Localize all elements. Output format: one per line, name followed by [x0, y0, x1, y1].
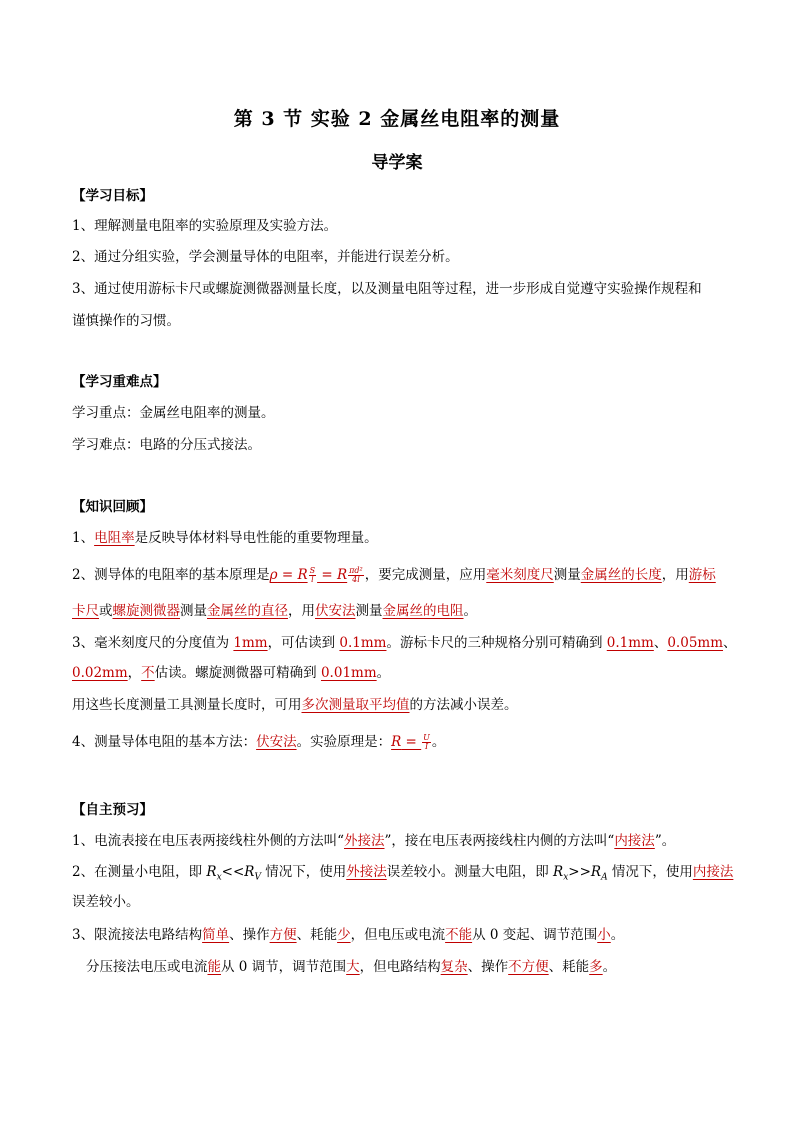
text: ”。 [654, 833, 676, 849]
fraction-denominator: I [424, 742, 429, 751]
formula-resistivity [270, 567, 365, 583]
preview-line-1 [72, 831, 732, 851]
answer-blank: 简单 [202, 927, 230, 943]
answer-blank: 多 [589, 959, 603, 975]
text: 测量 [355, 603, 383, 619]
goal-item-3-cont: 谨慎操作的习惯。 [72, 313, 180, 329]
text: << [221, 864, 245, 880]
answer-blank: 0.05mm [667, 635, 724, 651]
answer-blank: 不 [141, 665, 155, 681]
section-heading-keypoints: 【学习重难点】 [72, 374, 167, 390]
text: ， [127, 665, 142, 681]
text: ，用 [288, 603, 315, 619]
text: 。 [463, 603, 477, 619]
key-focus: 学习重点：金属丝电阻率的测量。 [72, 405, 275, 421]
symbol-letter: R [553, 864, 564, 880]
text: 1、电流表接在电压表两接线柱外侧的方法叫“ [72, 833, 344, 849]
text: 测量 [553, 567, 581, 583]
answer-blank: 电阻率 [94, 530, 135, 546]
text: 、耗能 [548, 959, 590, 975]
formula-fraction [422, 734, 431, 751]
answer-blank: 金属丝的电阻 [382, 603, 464, 619]
answer-blank: 游标 [688, 567, 716, 583]
text: 。 [376, 665, 391, 681]
formula-symbol: = [401, 734, 422, 750]
text: ，但电压或电流 [350, 927, 446, 943]
fraction-numerator: S [309, 566, 316, 575]
text: 4、测量导体电阻的基本方法： [72, 734, 257, 750]
review-line-2-cont [72, 601, 732, 621]
text: 3、限流接法电路结构 [72, 927, 203, 943]
answer-blank: 不能 [445, 927, 473, 943]
fraction-numerator: πd² [349, 566, 363, 575]
symbol-subscript: x [216, 872, 222, 883]
text: 或 [99, 603, 113, 619]
text: ，可估读到 [267, 635, 340, 651]
text: 2、测导体的电阻率的基本原理是 [72, 567, 270, 583]
section-heading-goals: 【学习目标】 [72, 188, 153, 204]
formula-symbol: = [317, 567, 337, 583]
text: 误差较小。测量大电阻，即 [386, 864, 554, 880]
review-line-1 [72, 528, 732, 548]
review-line-2 [72, 565, 732, 585]
answer-blank: 少 [337, 927, 351, 943]
text: >> [568, 864, 591, 880]
answer-blank: 外接法 [344, 833, 385, 849]
answer-blank: 卡尺 [72, 603, 99, 619]
answer-blank: 不方便 [508, 959, 549, 975]
text: 从 0 变起、调节范围 [472, 927, 598, 943]
formula-fraction [348, 567, 364, 584]
text: 、操作 [229, 927, 270, 943]
answer-blank: 0.1mm [339, 635, 387, 651]
answer-blank: 内接法 [614, 833, 655, 849]
formula-symbol: R [297, 567, 308, 583]
goal-item-1: 1、理解测量电阻率的实验原理及实验方法。 [72, 218, 338, 234]
text: 估读。螺旋测微器可精确到 [154, 665, 321, 681]
text: 、 [723, 635, 737, 651]
goal-item-2: 2、通过分组实验，学会测量导体的电阻率，并能进行误差分析。 [72, 249, 459, 265]
preview-line-3 [72, 925, 732, 945]
formula-symbol: R [337, 567, 348, 583]
text: 分压接法电压或电流 [86, 959, 208, 975]
text: ，用 [661, 567, 689, 583]
symbol-letter: R [206, 864, 217, 880]
review-line-3-cont [72, 663, 732, 683]
text: 。游标卡尺的三种规格分别可精确到 [386, 635, 607, 651]
goal-item-3: 3、通过使用游标卡尺或螺旋测微器测量长度，以及测量电阻等过程，进一步形成自觉遵守实验操作规程和 [72, 281, 702, 297]
page-subtitle: 导学案 [371, 153, 423, 173]
formula-symbol: ρ [269, 567, 278, 583]
text: 、 [653, 635, 668, 651]
text: ，但电路结构 [359, 959, 441, 975]
symbol-Rx [553, 864, 569, 883]
text: ，要完成测量，应用 [364, 567, 487, 583]
symbol-Rx [206, 864, 222, 883]
answer-blank: 方便 [269, 927, 297, 943]
formula-symbol: = [277, 567, 298, 583]
text: 是反映导体材料导电性能的重要物理量。 [134, 530, 378, 546]
answer-blank: 毫米刻度尺 [486, 567, 554, 583]
answer-blank: 伏安法 [256, 734, 297, 750]
answer-blank: 金属丝的长度 [580, 567, 662, 583]
answer-blank: 0.1mm [606, 635, 654, 651]
section-heading-preview: 【自主预习】 [72, 802, 153, 818]
symbol-subscript: x [563, 872, 569, 883]
answer-blank: 螺旋测微器 [112, 603, 180, 619]
symbol-RA [590, 864, 608, 883]
answer-blank: 伏安法 [315, 603, 356, 619]
fraction-denominator: l [311, 575, 314, 584]
formula-fraction [309, 567, 316, 584]
section-heading-review: 【知识回顾】 [72, 499, 153, 515]
preview-line-3-cont [86, 957, 746, 977]
text: 、耗能 [296, 927, 338, 943]
text: 1、 [72, 530, 95, 546]
text: ”，接在电压表两接线柱内侧的方法叫“ [384, 833, 615, 849]
text: 情况下，使用 [260, 864, 347, 880]
text: 。 [610, 927, 625, 943]
text: 。 [431, 734, 446, 750]
text: 测量 [180, 603, 207, 619]
text: 。 [602, 959, 617, 975]
fraction-denominator: 4l [352, 575, 360, 584]
text: 情况下，使用 [607, 864, 693, 880]
answer-blank: 0.02mm [72, 665, 128, 681]
answer-blank: 1mm [233, 635, 268, 651]
symbol-letter: R [244, 864, 255, 880]
preview-line-2 [72, 862, 732, 888]
review-line-3-note [72, 695, 732, 715]
page-title: 第 3 节 实验 2 金属丝电阻率的测量 [233, 108, 561, 130]
key-difficulty: 学习难点：电路的分压式接法。 [72, 437, 261, 453]
text: 从 0 调节，调节范围 [221, 959, 347, 975]
answer-blank: 小 [597, 927, 611, 943]
answer-blank: 金属丝的直径 [207, 603, 288, 619]
text: 、操作 [467, 959, 509, 975]
text: 3、毫米刻度尺的分度值为 [72, 635, 234, 651]
preview-line-2-cont: 误差较小。 [72, 894, 140, 910]
answer-blank: 复杂 [440, 959, 468, 975]
answer-blank: 0.01mm [320, 665, 377, 681]
text: 的方法减小误差。 [409, 697, 518, 713]
answer-blank: 能 [207, 959, 221, 975]
answer-blank: 多次测量取平均值 [301, 697, 410, 713]
answer-blank: 外接法 [346, 864, 387, 880]
review-line-4 [72, 732, 732, 752]
text: 。实验原理是： [296, 734, 392, 750]
answer-blank: 内接法 [692, 864, 734, 880]
text: 2、在测量小电阻，即 [72, 864, 207, 880]
formula-symbol: R [391, 734, 402, 750]
symbol-letter: R [590, 864, 602, 880]
symbol-subscript: A [601, 872, 608, 883]
symbol-RV [244, 864, 261, 883]
answer-blank: 大 [346, 959, 360, 975]
fraction-numerator: U [423, 733, 430, 742]
review-line-3 [72, 633, 737, 653]
formula-ohm [391, 734, 432, 750]
symbol-subscript: V [254, 872, 261, 883]
text: 用这些长度测量工具测量长度时，可用 [72, 697, 302, 713]
